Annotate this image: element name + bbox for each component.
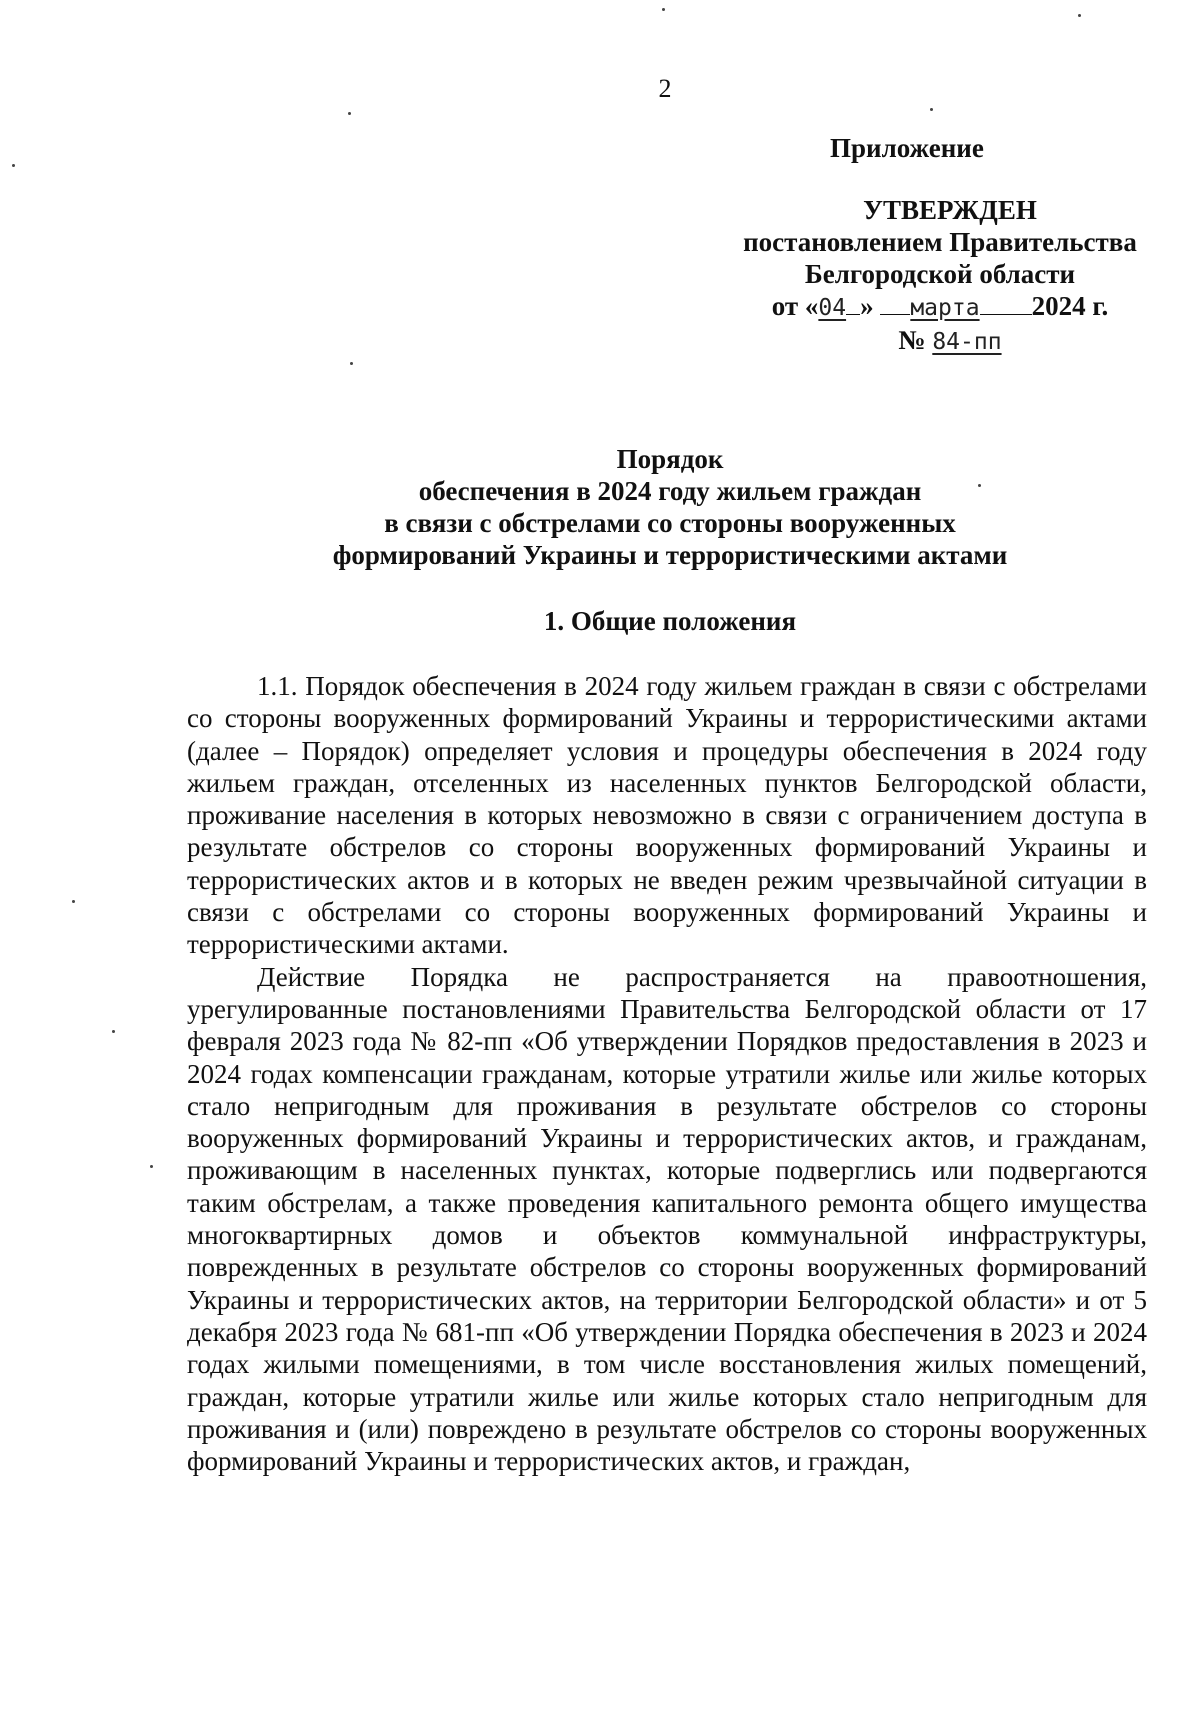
scan-speck: [348, 112, 351, 115]
approval-block: [700, 132, 1180, 358]
approved-stamp: УТВЕРЖДЕН: [863, 195, 1037, 225]
approved-by-line1: постановлением Правительства: [743, 227, 1137, 257]
date-mid: »: [860, 291, 874, 321]
scan-speck: [930, 108, 933, 111]
date-day-blank: [846, 292, 860, 315]
appendix-label: Приложение: [830, 133, 984, 163]
document-title: [240, 443, 1100, 571]
scan-speck: [1078, 14, 1081, 17]
page-number: 2: [658, 74, 672, 103]
title-line2: обеспечения в 2024 году жильем граждан: [418, 476, 922, 506]
title-line3: в связи с обстрелами со стороны вооруженных: [384, 508, 956, 538]
paragraph-1-1: 1.1. Порядок обеспечения в 2024 году жильем граждан в связи с обстрелами со стороны вооруженных формирований Украины и террористическими актами (далее – Порядок) определяет условия и процедуры обеспечения в 2024 году жильем граждан, отселенных из населенных пунктов Белгородской области, проживание населения в которых невозможно в связи с ограничением доступа в результате обстрелов со стороны вооруженных формирований Украины и террористических актов и в которых не введен режим чрезвычайной ситуации в связи с обстрелами со стороны вооруженных формирований Украины и террористическими актами.: [187, 671, 1147, 960]
paragraph-scope: Действие Порядка не распространяется на правоотношения, урегулированные постановлениями Правительства Белгородской области от 17 февраля 2023 года № 82-пп «Об утверждении Порядков предоставления в 2023 и 2024 годах компенсации гражданам, которые утратили жилье или жилье которых стало непригодным для проживания в результате обстрелов со стороны вооруженных формирований Украины и террористических актов, и гражданам, проживающим в населенных пунктах, которые подверглись или подвергаются таким обстрелам, а также проведения капитального ремонта общего имущества многоквартирных домов и объектов коммунальной инфраструктуры, поврежденных в результате обстрелов со стороны вооруженных формирований Украины и террористических актов, на территории Белгородской области» и от 5 декабря 2023 года № 681-пп «Об утверждении Порядка обеспечения в 2023 и 2024 годах жилыми помещениями, в том числе восстановления жилых помещений, граждан, которые утратили жилье или жилье которых стало непригодным для проживания и (или) повреждено в результате обстрелов со стороны вооруженных формирований Украины и террористических актов, и граждан,: [187, 961, 1147, 1477]
approval-number: [700, 324, 1180, 358]
date-prefix: от «: [771, 291, 819, 321]
date-month-blank-left: [880, 292, 910, 315]
scan-speck: [150, 1165, 153, 1168]
number-value: 84-пп: [932, 329, 1002, 355]
date-month: марта: [910, 295, 980, 321]
approved-by-line2: Белгородской области: [804, 259, 1076, 289]
date-day: 04: [818, 295, 847, 321]
scan-speck: [350, 362, 353, 365]
date-year: 2024 г.: [1031, 291, 1109, 321]
body-text: [187, 670, 1147, 1477]
scan-speck: [72, 900, 75, 903]
scan-speck: [12, 164, 15, 167]
section-heading: 1. Общие положения: [543, 606, 797, 636]
scan-speck: [662, 8, 665, 11]
scan-speck: [112, 1030, 115, 1033]
number-prefix: №: [898, 325, 926, 355]
title-line1: Порядок: [616, 444, 724, 474]
scan-speck: [978, 484, 981, 487]
approval-date: [700, 290, 1180, 324]
title-line4: формирований Украины и террористическими актами: [332, 540, 1008, 570]
date-month-blank-right: [980, 292, 1032, 315]
